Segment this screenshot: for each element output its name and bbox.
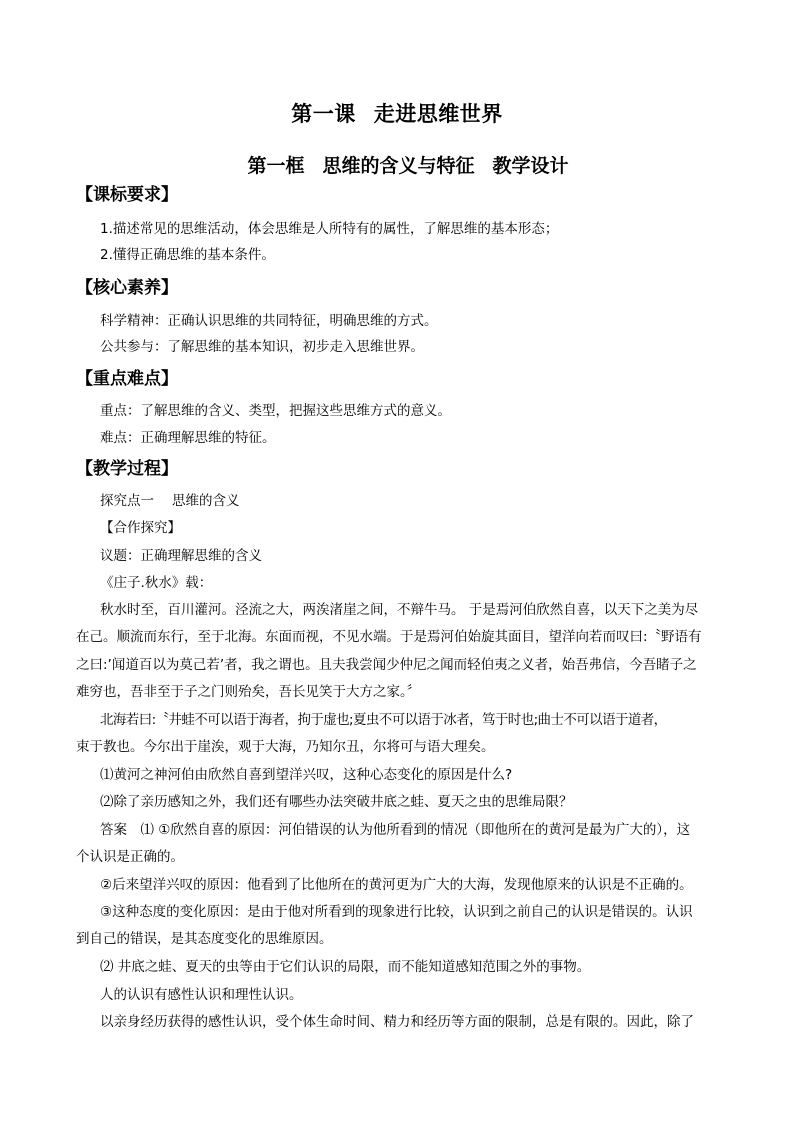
- key-points-heading: 【重点难点】: [76, 369, 178, 389]
- literacy-item: 科学精神：正确认识思维的共同特征，明确思维的方式。: [100, 313, 438, 329]
- section-title: [0, 151, 794, 178]
- section-name: 思维的含义与特征: [322, 155, 475, 177]
- section-type: 教学设计: [492, 155, 569, 177]
- question-1: ⑴黄河之神河伯由欣然自喜到望洋兴叹，这种心态变化的原因是什么?: [100, 767, 513, 783]
- section-number: 第一框: [247, 155, 305, 177]
- answer-line: 个认识是正确的。: [76, 849, 184, 865]
- source-line: 《庄子.秋水》载：: [100, 575, 213, 591]
- topic-line: 议题：正确理解思维的含义: [100, 548, 262, 564]
- explore-point-name: 思维的含义: [172, 493, 240, 509]
- paragraph-line: 在己。顺流而东行，至于北海。东面而视，不见水端。于是焉河伯始旋其面目，望洋向若而叹曰:〝野语有: [76, 629, 702, 645]
- paragraph-line: 之曰:’闻道百以为莫己若’者，我之谓也。且夫我尝闻少仲尼之闻而轻伯夷之义者，始吾弗信，今吾睹子之: [76, 657, 697, 673]
- paragraph-line: 难穷也，吾非至于子之门则殆矣，吾长见笑于大方之家。〞: [76, 684, 421, 700]
- answer-point-2: ②后来望洋兴叹的原因：他看到了比他所在的黄河更为广大的大海，发现他原来的认识是不正确的。: [100, 877, 693, 893]
- literacy-heading: 【核心素养】: [76, 278, 178, 298]
- answer-line: 到自己的错误，是其态度变化的思维原因。: [76, 931, 333, 947]
- key-point-item: 难点：正确理解思维的特征。: [100, 430, 276, 446]
- coop-heading: 【合作探究】: [100, 520, 181, 536]
- paragraph-line: 秋水时至，百川灌河。泾流之大，两涘渚崖之间，不辩牛马。 于是焉河伯欣然自喜，以天下之美为尽: [100, 602, 699, 618]
- answer-line: 人的认识有感性认识和理性认识。: [100, 987, 303, 1003]
- literacy-item: 公共参与：了解思维的基本知识，初步走入思维世界。: [100, 339, 424, 355]
- paragraph-line: 束于教也。今尔出于崖涘，观于大海，乃知尔丑，尔将可与语大理矣。: [76, 739, 495, 755]
- curriculum-heading: 【课标要求】: [76, 185, 178, 205]
- lesson-number: 第一课: [291, 102, 356, 126]
- answer-line: 答案 ⑴ ①欣然自喜的原因：河伯错误的认为他所看到的情况（即他所在的黄河是最为广大的），这: [100, 822, 691, 838]
- answer-line: ③这种态度的变化原因：是由于他对所看到的现象进行比较，认识到之前自己的认识是错误的。认识: [100, 904, 693, 920]
- paragraph-line: 北海若曰:〝井蛙不可以语于海者，拘于虚也;夏虫不可以语于冰者，笃于时也;曲士不可以语于道者，: [100, 712, 667, 728]
- lesson-name: 走进思维世界: [373, 102, 503, 126]
- answer-line: 以亲身经历获得的感性认识，受个体生命时间、精力和经历等方面的限制，总是有限的。因此，除了: [100, 1014, 694, 1030]
- explore-point-title: [100, 491, 240, 511]
- explore-point-number: 探究点一: [100, 493, 154, 509]
- question-2: ⑵除了亲历感知之外，我们还有哪些办法突破井底之蛙、夏天之虫的思维局限？: [100, 794, 573, 810]
- key-point-item: 重点：了解思维的含义、类型，把握这些思维方式的意义。: [100, 403, 451, 419]
- lesson-title: [0, 98, 794, 128]
- answer-part-2: ⑵ 井底之蛙、夏天的虫等由于它们认识的局限，而不能知道感知范围之外的事物。: [100, 959, 591, 975]
- curriculum-item: 2.懂得正确思维的基本条件。: [100, 247, 275, 263]
- process-heading: 【教学过程】: [76, 459, 178, 479]
- curriculum-item: 1.描述常见的思维活动，体会思维是人所特有的属性，了解思维的基本形态；: [100, 221, 559, 237]
